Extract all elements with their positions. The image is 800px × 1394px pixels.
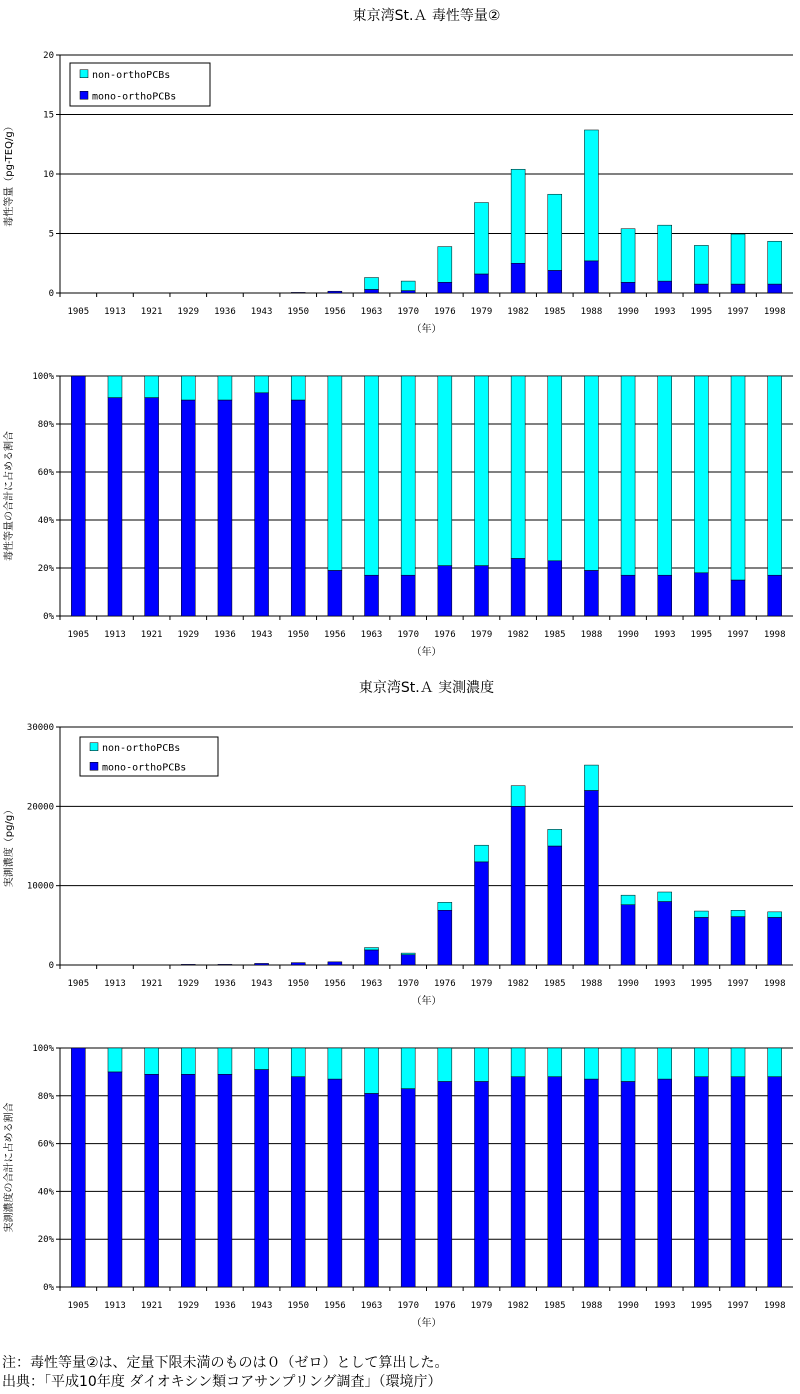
chart-title: 東京湾St.Ａ 実測濃度 xyxy=(358,680,495,696)
y-axis-label: 毒性等量の合計に占める割合 xyxy=(4,431,15,561)
bar-non-orthoPCBs xyxy=(511,1048,525,1077)
x-tick-label: 1982 xyxy=(507,630,529,640)
x-tick-label: 1976 xyxy=(433,630,456,640)
bar-mono-orthoPCBs xyxy=(328,1079,342,1287)
bar-mono-orthoPCBs xyxy=(438,910,452,965)
bar-mono-orthoPCBs xyxy=(255,963,269,965)
source-text: 出典：「平成10年度 ダイオキシン類コアサンプリング調査」（環境庁） xyxy=(2,1374,442,1390)
note-text: 注：毒性等量②は、定量下限未満のものは０（ゼロ）として算出した。 xyxy=(2,1355,449,1371)
bar-non-orthoPCBs xyxy=(731,910,745,916)
x-tick-label: 1982 xyxy=(507,307,529,317)
y-tick-label: 100% xyxy=(32,372,54,382)
chart-title: 東京湾St.Ａ 毒性等量② xyxy=(352,8,501,24)
y-axis-label: 実測濃度（pg/g） xyxy=(4,804,15,888)
x-tick-label: 1998 xyxy=(763,307,786,317)
x-tick-label: 1976 xyxy=(433,979,456,989)
bar-non-orthoPCBs xyxy=(328,1048,342,1079)
bar-mono-orthoPCBs xyxy=(658,575,672,616)
x-axis-label: （年） xyxy=(411,996,442,1007)
legend-swatch xyxy=(90,762,98,770)
bar-mono-orthoPCBs xyxy=(658,1079,672,1287)
bar-non-orthoPCBs xyxy=(694,1048,708,1077)
bar-mono-orthoPCBs xyxy=(71,1048,85,1287)
bar-mono-orthoPCBs xyxy=(328,962,342,965)
y-tick-label: 40% xyxy=(37,516,54,526)
bar-non-orthoPCBs xyxy=(768,1048,782,1077)
x-tick-label: 1998 xyxy=(763,979,786,989)
x-tick-label: 1979 xyxy=(470,307,493,317)
bar-mono-orthoPCBs xyxy=(511,806,525,965)
bar-mono-orthoPCBs xyxy=(145,398,159,616)
bar-non-orthoPCBs xyxy=(584,1048,598,1079)
y-tick-label: 20% xyxy=(37,1235,54,1246)
bar-non-orthoPCBs xyxy=(438,376,452,566)
legend-swatch xyxy=(80,91,88,99)
x-tick-label: 1990 xyxy=(617,979,639,989)
x-tick-label: 1936 xyxy=(214,307,236,317)
x-tick-label: 1979 xyxy=(470,979,493,989)
x-tick-label: 1929 xyxy=(177,1301,200,1311)
x-tick-label: 1990 xyxy=(617,307,639,317)
x-tick-label: 1970 xyxy=(397,1301,420,1311)
bar-non-orthoPCBs xyxy=(438,902,452,910)
y-tick-label: 40% xyxy=(37,1187,54,1198)
bar-mono-orthoPCBs xyxy=(621,575,635,616)
x-tick-label: 1936 xyxy=(214,979,236,989)
bar-mono-orthoPCBs xyxy=(658,281,672,293)
x-tick-label: 1988 xyxy=(580,1301,603,1311)
x-tick-label: 1905 xyxy=(67,1301,90,1311)
bar-mono-orthoPCBs xyxy=(401,575,415,616)
y-tick-label: 10000 xyxy=(26,881,54,892)
bar-non-orthoPCBs xyxy=(474,203,488,274)
x-tick-label: 1956 xyxy=(324,630,346,640)
y-tick-label: 60% xyxy=(37,468,54,478)
bar-mono-orthoPCBs xyxy=(474,1081,488,1287)
x-tick-label: 1985 xyxy=(543,307,566,317)
x-tick-label: 1936 xyxy=(214,630,236,640)
x-tick-label: 1988 xyxy=(580,307,603,317)
bar-non-orthoPCBs xyxy=(658,376,672,575)
x-tick-label: 1993 xyxy=(653,1301,676,1311)
y-tick-label: 0% xyxy=(43,612,54,622)
y-tick-label: 60% xyxy=(37,1139,54,1150)
bar-non-orthoPCBs xyxy=(181,1048,195,1074)
x-tick-label: 1913 xyxy=(104,307,126,317)
bar-mono-orthoPCBs xyxy=(621,905,635,965)
x-tick-label: 1990 xyxy=(617,630,639,640)
chart-1 xyxy=(2,7,793,335)
bar-mono-orthoPCBs xyxy=(218,964,232,965)
bar-non-orthoPCBs xyxy=(108,1048,122,1072)
chart-4 xyxy=(2,1044,793,1329)
bar-non-orthoPCBs xyxy=(694,376,708,573)
bar-mono-orthoPCBs xyxy=(768,575,782,616)
x-tick-label: 1988 xyxy=(580,979,603,989)
bar-non-orthoPCBs xyxy=(658,1048,672,1079)
bar-mono-orthoPCBs xyxy=(731,917,745,965)
x-tick-label: 1963 xyxy=(360,979,383,989)
bar-non-orthoPCBs xyxy=(365,948,379,950)
bar-mono-orthoPCBs xyxy=(365,289,379,293)
bar-mono-orthoPCBs xyxy=(731,580,745,616)
bar-non-orthoPCBs xyxy=(621,376,635,575)
x-tick-label: 1993 xyxy=(653,979,676,989)
y-tick-label: 100% xyxy=(32,1044,54,1054)
bar-non-orthoPCBs xyxy=(255,376,269,393)
bar-non-orthoPCBs xyxy=(694,245,708,284)
x-tick-label: 1998 xyxy=(763,630,786,640)
bar-mono-orthoPCBs xyxy=(548,270,562,293)
bar-mono-orthoPCBs xyxy=(474,274,488,293)
bar-mono-orthoPCBs xyxy=(694,573,708,616)
bar-mono-orthoPCBs xyxy=(694,917,708,965)
legend-swatch xyxy=(80,70,88,78)
y-tick-label: 20% xyxy=(37,564,54,574)
bar-non-orthoPCBs xyxy=(218,1048,232,1074)
bar-non-orthoPCBs xyxy=(731,1048,745,1077)
bar-non-orthoPCBs xyxy=(365,376,379,575)
y-tick-label: 0 xyxy=(48,289,54,299)
x-tick-label: 1956 xyxy=(324,979,346,989)
y-tick-label: 20000 xyxy=(26,802,54,813)
x-tick-label: 1976 xyxy=(433,1301,456,1311)
bar-mono-orthoPCBs xyxy=(584,1079,598,1287)
bar-mono-orthoPCBs xyxy=(145,1074,159,1287)
x-tick-label: 1970 xyxy=(397,979,420,989)
bar-mono-orthoPCBs xyxy=(694,284,708,293)
bar-non-orthoPCBs xyxy=(658,225,672,281)
bar-non-orthoPCBs xyxy=(181,376,195,400)
x-tick-label: 1913 xyxy=(104,630,126,640)
bar-non-orthoPCBs xyxy=(474,1048,488,1081)
x-tick-label: 1997 xyxy=(727,979,749,989)
bar-mono-orthoPCBs xyxy=(474,566,488,616)
bar-non-orthoPCBs xyxy=(291,376,305,400)
bar-non-orthoPCBs xyxy=(401,281,415,291)
bar-non-orthoPCBs xyxy=(768,912,782,918)
x-tick-label: 1943 xyxy=(250,630,273,640)
bar-mono-orthoPCBs xyxy=(255,1070,269,1287)
bar-mono-orthoPCBs xyxy=(365,575,379,616)
bar-non-orthoPCBs xyxy=(474,845,488,862)
bar-non-orthoPCBs xyxy=(621,229,635,283)
bar-non-orthoPCBs xyxy=(255,1048,269,1070)
bar-mono-orthoPCBs xyxy=(621,1081,635,1287)
x-tick-label: 1976 xyxy=(433,307,456,317)
bar-non-orthoPCBs xyxy=(584,376,598,570)
y-tick-label: 80% xyxy=(37,1091,54,1102)
bar-non-orthoPCBs xyxy=(438,1048,452,1081)
bar-mono-orthoPCBs xyxy=(548,1077,562,1287)
x-tick-label: 1943 xyxy=(250,979,273,989)
y-tick-label: 15 xyxy=(43,110,54,121)
x-tick-label: 1995 xyxy=(690,630,713,640)
bar-mono-orthoPCBs xyxy=(365,1093,379,1287)
bar-non-orthoPCBs xyxy=(621,1048,635,1081)
bar-non-orthoPCBs xyxy=(328,376,342,570)
x-tick-label: 1982 xyxy=(507,979,529,989)
bar-non-orthoPCBs xyxy=(145,1048,159,1074)
bar-mono-orthoPCBs xyxy=(584,570,598,616)
x-tick-label: 1988 xyxy=(580,630,603,640)
x-tick-label: 1950 xyxy=(287,1301,310,1311)
bar-mono-orthoPCBs xyxy=(621,282,635,293)
x-tick-label: 1921 xyxy=(140,307,163,317)
bar-mono-orthoPCBs xyxy=(731,1077,745,1287)
legend-label: mono-orthoPCBs xyxy=(92,91,177,103)
bar-non-orthoPCBs xyxy=(548,376,562,561)
bar-non-orthoPCBs xyxy=(474,376,488,566)
bar-mono-orthoPCBs xyxy=(291,963,305,965)
bar-non-orthoPCBs xyxy=(548,194,562,270)
bar-mono-orthoPCBs xyxy=(328,291,342,293)
bar-non-orthoPCBs xyxy=(511,169,525,263)
x-tick-label: 1985 xyxy=(543,1301,566,1311)
bar-mono-orthoPCBs xyxy=(255,393,269,616)
y-tick-label: 10 xyxy=(43,170,54,180)
bar-mono-orthoPCBs xyxy=(218,400,232,616)
x-tick-label: 1970 xyxy=(397,630,420,640)
bar-non-orthoPCBs xyxy=(291,1048,305,1077)
x-tick-label: 1929 xyxy=(177,307,200,317)
y-tick-label: 80% xyxy=(37,420,54,430)
bar-mono-orthoPCBs xyxy=(401,955,415,965)
bar-non-orthoPCBs xyxy=(401,376,415,575)
bar-mono-orthoPCBs xyxy=(474,862,488,965)
bar-mono-orthoPCBs xyxy=(438,566,452,616)
bar-non-orthoPCBs xyxy=(401,953,415,955)
x-tick-label: 1970 xyxy=(397,307,420,317)
x-tick-label: 1995 xyxy=(690,979,713,989)
y-axis-label: 実測濃度の合計に占める割合 xyxy=(4,1102,15,1233)
x-tick-label: 1979 xyxy=(470,1301,493,1311)
x-tick-label: 1985 xyxy=(543,630,566,640)
bar-mono-orthoPCBs xyxy=(291,1077,305,1287)
x-tick-label: 1929 xyxy=(177,630,200,640)
x-tick-label: 1963 xyxy=(360,1301,383,1311)
bar-mono-orthoPCBs xyxy=(548,561,562,616)
bar-mono-orthoPCBs xyxy=(328,570,342,616)
x-tick-label: 1921 xyxy=(140,630,163,640)
y-tick-label: 5 xyxy=(48,229,54,240)
x-tick-label: 1950 xyxy=(287,979,310,989)
bar-non-orthoPCBs xyxy=(145,376,159,398)
x-tick-label: 1990 xyxy=(617,1301,639,1311)
bar-mono-orthoPCBs xyxy=(401,1089,415,1287)
y-tick-label: 0 xyxy=(48,961,54,971)
x-tick-label: 1997 xyxy=(727,307,749,317)
x-axis-label: （年） xyxy=(411,647,442,658)
x-tick-label: 1993 xyxy=(653,630,676,640)
y-tick-label: 30000 xyxy=(26,723,54,733)
x-tick-label: 1956 xyxy=(324,1301,346,1311)
bar-mono-orthoPCBs xyxy=(584,261,598,293)
bar-non-orthoPCBs xyxy=(694,911,708,917)
legend xyxy=(80,737,218,776)
bar-non-orthoPCBs xyxy=(365,1048,379,1093)
bar-non-orthoPCBs xyxy=(438,247,452,283)
bar-mono-orthoPCBs xyxy=(511,263,525,293)
bar-non-orthoPCBs xyxy=(218,376,232,400)
x-tick-label: 1979 xyxy=(470,630,493,640)
bar-non-orthoPCBs xyxy=(658,892,672,902)
y-axis-label: 毒性等量（pg-TEQ/g） xyxy=(4,121,15,227)
x-tick-label: 1921 xyxy=(140,979,163,989)
bar-mono-orthoPCBs xyxy=(181,1074,195,1287)
bar-non-orthoPCBs xyxy=(401,1048,415,1089)
bar-mono-orthoPCBs xyxy=(584,790,598,965)
bar-mono-orthoPCBs xyxy=(768,1077,782,1287)
x-tick-label: 1905 xyxy=(67,630,90,640)
bar-mono-orthoPCBs xyxy=(218,1074,232,1287)
x-tick-label: 1993 xyxy=(653,307,676,317)
bar-non-orthoPCBs xyxy=(584,765,598,790)
x-tick-label: 1943 xyxy=(250,307,273,317)
bar-mono-orthoPCBs xyxy=(694,1077,708,1287)
chart-3 xyxy=(2,679,793,1007)
bar-non-orthoPCBs xyxy=(584,130,598,261)
x-tick-label: 1905 xyxy=(67,307,90,317)
bar-mono-orthoPCBs xyxy=(658,902,672,965)
x-tick-label: 1963 xyxy=(360,307,383,317)
x-tick-label: 1950 xyxy=(287,630,310,640)
x-tick-label: 1956 xyxy=(324,307,346,317)
x-tick-label: 1905 xyxy=(67,979,90,989)
x-tick-label: 1998 xyxy=(763,1301,786,1311)
x-tick-label: 1997 xyxy=(727,1301,749,1311)
bar-mono-orthoPCBs xyxy=(768,917,782,965)
chart-2 xyxy=(2,372,793,658)
legend xyxy=(70,63,210,106)
bar-mono-orthoPCBs xyxy=(291,400,305,616)
bar-mono-orthoPCBs xyxy=(768,284,782,293)
bar-mono-orthoPCBs xyxy=(108,1072,122,1287)
legend-label: non-orthoPCBs xyxy=(102,742,181,754)
bar-mono-orthoPCBs xyxy=(401,291,415,293)
bar-non-orthoPCBs xyxy=(548,829,562,846)
bar-mono-orthoPCBs xyxy=(548,846,562,965)
legend-label: non-orthoPCBs xyxy=(92,69,171,81)
x-tick-label: 1936 xyxy=(214,1301,236,1311)
y-tick-label: 0% xyxy=(43,1283,54,1293)
x-axis-label: （年） xyxy=(411,1318,442,1329)
legend-swatch xyxy=(90,743,98,751)
y-tick-label: 20 xyxy=(43,51,54,61)
x-tick-label: 1985 xyxy=(543,979,566,989)
bar-non-orthoPCBs xyxy=(731,234,745,284)
x-tick-label: 1943 xyxy=(250,1301,273,1311)
x-tick-label: 1982 xyxy=(507,1301,529,1311)
bar-mono-orthoPCBs xyxy=(71,376,85,616)
x-axis-label: （年） xyxy=(411,324,442,335)
bar-non-orthoPCBs xyxy=(548,1048,562,1077)
bar-mono-orthoPCBs xyxy=(511,1077,525,1287)
bar-mono-orthoPCBs xyxy=(731,284,745,293)
x-tick-label: 1929 xyxy=(177,979,200,989)
bar-mono-orthoPCBs xyxy=(365,950,379,965)
bar-mono-orthoPCBs xyxy=(438,282,452,293)
x-tick-label: 1997 xyxy=(727,630,749,640)
x-tick-label: 1995 xyxy=(690,1301,713,1311)
bar-mono-orthoPCBs xyxy=(511,558,525,616)
bar-non-orthoPCBs xyxy=(511,376,525,558)
x-tick-label: 1913 xyxy=(104,979,126,989)
x-tick-label: 1921 xyxy=(140,1301,163,1311)
x-tick-label: 1995 xyxy=(690,307,713,317)
bar-non-orthoPCBs xyxy=(731,376,745,580)
x-tick-label: 1950 xyxy=(287,307,310,317)
x-tick-label: 1963 xyxy=(360,630,383,640)
bar-mono-orthoPCBs xyxy=(181,400,195,616)
bar-non-orthoPCBs xyxy=(511,786,525,807)
x-tick-label: 1913 xyxy=(104,1301,126,1311)
bar-mono-orthoPCBs xyxy=(181,964,195,965)
bar-non-orthoPCBs xyxy=(768,241,782,284)
legend-label: mono-orthoPCBs xyxy=(102,762,187,774)
bar-non-orthoPCBs xyxy=(621,895,635,905)
bar-mono-orthoPCBs xyxy=(108,398,122,616)
bar-non-orthoPCBs xyxy=(108,376,122,398)
bar-non-orthoPCBs xyxy=(365,278,379,290)
bar-mono-orthoPCBs xyxy=(291,292,305,293)
bar-mono-orthoPCBs xyxy=(438,1081,452,1287)
bar-non-orthoPCBs xyxy=(768,376,782,575)
